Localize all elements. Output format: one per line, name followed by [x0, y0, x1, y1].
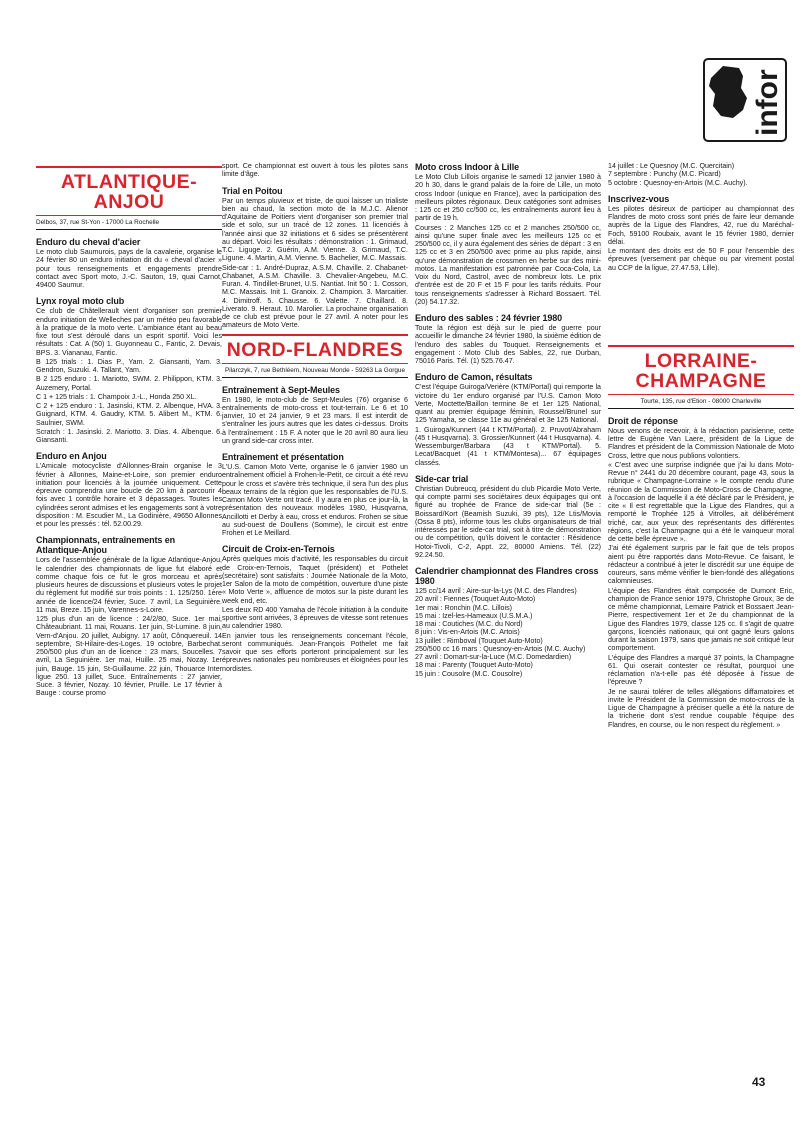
article-body: Après quelques mois d'activité, les responsables du circuit de Croix-en-Ternois, Taquet (président) et Pothelet (secrétaire) sont satisfaits : Journée Nationale de la Moto, 1er Salon de la moto de compétition, ouverture d'une piste « Moto Verte », affluence de motos sur la piste durant les week end, etc. — [222, 555, 408, 605]
article-title: Calendrier championnat des Flandres cross 1980 — [415, 566, 599, 586]
article-title: Circuit de Croix-en-Ternois — [222, 544, 335, 555]
article-body: Les deux RD 400 Yamaha de l'école initiation à la conduite sportive sont arrivées, 3 épreuves de vitesse sont retenues au calendrier 1980. — [222, 605, 408, 631]
article-body: L'équipe des Flandres a marqué 37 points, la Champagne 61. Qui oserait contester ce résultat, pourquoi une réclamation n'a-t-elle pas été déposée à l'issue de l'épreuve ? — [608, 653, 794, 687]
article-title: Side-car trial — [415, 473, 469, 484]
article-body: Toute la région est déjà sur le pied de guerre pour accueillir le dimanche 24 février 1980, la sixième édition de l'enduro des sables du Touquet. Renseignements et engagement : Moto Club des Sables, 22, rue Durban, 75016 Paris. Tél. (1) 525.76.47. — [415, 324, 601, 365]
article-title: Moto cross Indoor à Lille — [415, 162, 520, 172]
article-body: « C'est avec une surprise indignée que j'ai lu dans Moto-Revue n° 2441 du 20 décembre courant, page 43, sous la rubrique « Champagne-Lorraine » le compte rendu d'une réunion de la Commission de Moto-Cross de Champagne, à l'occasion de laquelle il a été déclaré par le Président, je cite « Il est regrettable que la Ligue des Flandres, qui a remporté le Trophée 125 à Vitrolles, ait délibérément triché, car, aux yeux des représentants des différentes régions, c'est la Champagne qui a été le vainqueur moral de cette belle épreuve ». — [608, 460, 794, 543]
region-address: Delbos, 37, rue St-Yon - 17000 La Rochelle — [36, 219, 222, 230]
region-header-lorraine — [608, 345, 794, 395]
article-body: Je ne saurai tolérer de telles allégations diffamatoires et invite le Président de la Commission de moto-cross de la Ligue de Champagne à préciser quelle a été la nature de la tricherie dont s'est rendue coupable l'équipe des Flandres, en course, ou le non respect du règlement. » — [608, 687, 794, 729]
region-address: Pilarczyk, 7, rue Bethléem, Nouveau Monde - 59263 La Gorgue — [222, 367, 408, 378]
region-name: LORRAINE-CHAMPAGNE — [635, 349, 767, 392]
region-name: NORD-FLANDRES — [226, 338, 404, 361]
article-title: Lynx royal moto club — [36, 296, 125, 307]
article-body: Le montant des droits est de 50 F pour l'ensemble des épreuves (versement par chèque ou par virement postal au CCP de la ligue, 27.47.53, Lille). — [608, 247, 794, 272]
article-body: sport. Ce championnat est ouvert à tous les pilotes sans limite d'âge. — [222, 162, 408, 179]
article-body: Scratch : 1. Jasinski. 2. Mariotto. 3. Dias. 4. Albenque. 6. Giansanti. — [36, 427, 222, 444]
article-title: Championnats, entraînements en Atlantique-Anjou — [36, 535, 176, 556]
logo-text: infor — [751, 69, 784, 136]
article-body: B 2 125 enduro : 1. Mariotto, SWM. 2. Philippon, KTM. 3. Auzemery, Portal. — [36, 375, 222, 392]
column-4 — [608, 162, 794, 1082]
article-body: Courses : 2 Manches 125 cc et 2 manches 250/500 cc, ainsi qu'une super finale avec les meilleurs 125 cc et 250/500 cc, il y aura également des séries de départ : 3 en 125 cc et 3 en 250/500 avec prime au plus rapide, ainsi qu'une démonstration de crossmen en herbe sur des mini-motos. La manifestation est patronnée par Coca-Cola, La Voix du Nord, Castrol, avec de nombreux lots. Le prix d'entrée est de 20 F et 15 F pour les tarifs réduits. Pour tous renseignements s'adresser à Richard Bossaert. Tél. (20) 54.17.32. — [415, 223, 601, 306]
article-body: Side-car : 1. André-Dupraz, A.S.M. Chaville. 2. Chabanet-Chabanet, A.S.M. Chaville. 3. Chevalier-Angebeu, M.C. Furan. 4. Tindillet-Brunet, U.S. Nantiat. Init 50 : 1. Cosson, M.C. Massais. Init 1. Granoix. 2. Champion. 3. Marcaitier. 4. Dimitroff. 5. Chausse. 6. Valette. 7. Chaillard. 8. Liverato. 9. Heraut. 10. Marolier. La prochaine organisation de ce club est prévue pour le 27 avril. A noter pour les amateurs de Moto Verte. — [222, 263, 408, 330]
article-body: L'équipe des Flandres était composée de Dumont Eric, champion de France senior 1979, Christophe Groux, 3e de ce même championnat, Lemaire Patrick et Bossaert Jean-Pierre, respectivement 1er et 2e du championnat de la Ligue des Flandres 1979, classe 125 cc. Il s'agit de quatre garçons, licenciés nationaux, qui ont gagné leurs galons durant la saison 1979, sans que jamais ne soit critiqué leur comportement. — [608, 586, 794, 653]
article-body: L'U.S. Camon Moto Verte, organise le 6 janvier 1980 un entraînement officiel à Frohen-le-Petit, ce circuit a été revu pour le cross et s'avère très technique, il sera l'un des plus beaux terrains de la région que les responsables de l'U.S. Camon Moto Verte ont tracé. Il y aura en plus ce jour-là, la présentation des nouveaux modèles 1980, Husqvarna, Ancillotti et Derby à eau, cross et enduros. Frohen se situe au sud-ouest de Doullens (Somme), le circuit est entre Frohen et Le Meillard. — [222, 463, 408, 537]
article-body: Ce club de Châtellerault vient d'organiser son premier enduro initiation de Welleches par un météo peu favorable à la pratique de la moto verte. L'ambiance étant au beau fixe tout s'est déroulé dans un esprit sportif. Voici les résultats : Cat. A (50) 1. Guyonneau C., Fantic, 2. Devais, BPS. 3. Viananau, Fantic. — [36, 307, 222, 357]
column-3 — [415, 162, 601, 1082]
region-header-atlantique — [36, 166, 222, 216]
region-address: Tourte, 135, rue d'Etion - 08000 Charleville — [608, 398, 794, 409]
article-title: Entraînement et présentation — [222, 452, 344, 462]
article-title: Droit de réponse — [608, 415, 678, 426]
article-body: En 1980, le moto-club de Sept-Meules (76) organise 6 entraînements de moto-cross et tout-terrain. Le 6 et 10 janvier, 10 et 24 janvier, 9 et 23 mars. Il est interdit de s'entraîner les jours autres que les dates ci-dessus. Droits à l'entraînement : 15 F. A noter que le 20 avril 80 aura lieu un grand side-car cross inter. — [222, 395, 408, 445]
page-number: 43 — [752, 1075, 766, 1089]
article-title: Enduro du cheval d'acier — [36, 237, 141, 247]
article-body: 14 juillet : Le Quesnoy (M.C. Quercitain) 7 septembre : Punchy (M.C. Picard) 5 octobre : Quesnoy-en-Artois (M.C. Auchy). — [608, 162, 748, 187]
article-title: Enduro en Anjou — [36, 451, 107, 462]
article-body: C 1 + 125 trials : 1. Champoix J.-L., Honda 250 XL. — [36, 392, 197, 401]
article-body: Le moto club Saumurois, pays de la cavalerie, organise le 24 février 80 un enduro initiation dit du « cheval d'acier » pour tous renseignements et engagements prendre contact avec Sport moto, J.-C. Sauton, 19, quai Carnot, 49400 Saumur. — [36, 248, 222, 289]
article-body: Par un temps pluvieux et triste, de quoi laisser un trialiste bien au chaud, la section moto de la M.J.C. Alienor d'Aquitaine de Poitiers vient d'organiser son premier trial side et solo, sur un tracé de 12 zones. 11 licenciés à l'année ainsi que 32 initiations et 6 sides se présentèrent au départ. Voici les résultats : démonstration : 1. Grimaud, T.C. Liguge. 2. Guérin, A.M. Vienne. 3. Grimaud, T.C. Ligune. 4. Martin, A.M. Vienne. 5. Bachelier, M.C. Massais. — [222, 196, 408, 263]
article-body: En janvier tous les renseignements concernant l'école, seront communiqués. Jean-François Pothelet me fait savoir que ses efforts porteront principalement sur les épreuves nationales peu nombreuses et éloignées pour les nordistes. — [222, 631, 408, 673]
article-body: Lors de l'assemblée générale de la ligue Atlantique-Anjou, le calendrier des championnats de ligue fut élaboré et comme chaque fois ce fut le gros morceau et après plusieurs heures de discussions et plusieurs votes le projet du règlement fut modifié sur trois points : 1. 125/250. 1ère année de licence/24 février, Suce. 7 avril, La Seguinière. 11 mai, Breze. 15 juin, Varennes-s-Loire. — [36, 556, 222, 614]
article-body: C 2 + 125 enduro : 1. Jasinski, KTM. 2. Albenque, HVA. 3. Guignard, KTM. 4. Gaudry, KTM. 5. Alibert M., KTM. 6. Saulnier, SWM. — [36, 402, 222, 427]
article-body: 1. Guiroga/Kunnert (44 t KTM/Portal). 2. Pruvot/Abraham (45 t Husqvarna). 3. Grossier/Kunnert (44 t Husqvarna). 4. Wessemburger/Barbara (43 t KTM/Portal). 5. Lecat/Bacquet (41 t KTM/Montesa)... 67 équipages classés. — [415, 425, 601, 467]
article-title: Trial en Poitou — [222, 185, 283, 196]
region-header-nord — [222, 334, 408, 364]
article-body: C'est l'équipe Guiroga/Verière (KTM/Portal) qui remporte la victoire du 1er enduro organisé par l'U.S. Camon Moto Verte, Moctette/Baillon termine 8e et 1er 125 National, quant au premier équipage féminin, Roussel/Brunel sur 125 Yamaha, se classe 11e au général et 3e 125 National. — [415, 383, 601, 425]
article-title: Enduro des sables : 24 février 1980 — [415, 313, 563, 323]
infor-logo — [703, 58, 787, 142]
spacer — [608, 273, 794, 341]
column-2 — [222, 162, 408, 1082]
article-body: Nous venons de recevoir, à la rédaction parisienne, cette lettre de Eugène Van Laere, président de la Ligue de Flandres et président de la Commission Nationale de Moto Cross, lettre que nous publions volontiers. — [608, 426, 794, 460]
article-body: J'ai été également surpris par le fait que de tels propos aient pu être rapportés dans Moto-Revue. Ce faisant, le rédacteur a contribué à jeter le discrédit sur une équipe de coureurs, sans même vérifier le bien-fondé des allégations calomnieuses. — [608, 544, 794, 586]
article-body: 125 cc/14 avril : Aire-sur-la-Lys (M.C. des Flandres) 20 avril : Fiennes (Touquet Auto-Moto) 1er mai : Ronchin (M.C. Lillois) 15 mai : Izel-les-Hameaux (U.S.M.A.) 18 mai : Coutiches (M.C. du Nord) 8 juin : Vis-en-Artois (M.C. Artois) 13 juillet : Rimboval (Touquet Auto-Moto) 250/500 cc 16 mars : Quesnoy-en-Artois (M.C. Auchy) 27 avril : Domart-sur-la-Luce (M.C. Domedardien) 18 mai : Parenty (Touquet Auto-Moto) 15 juin : Cousolre (M.C. Cousolre) — [415, 587, 586, 678]
article-body: Le Moto Club Lillois organise le samedi 12 janvier 1980 à 20 h 30, dans le grand palais de la foire de Lille, un moto cross Indoor (unique en France), avec la participation des meilleurs pilotes régionaux. Deux catégories sont admises : 125 cc et 250 cc/500 cc, les entraînements auront lieu à partir de 19 h. — [415, 173, 601, 223]
article-body: Les pilotes désireux de participer au championnat des Flandres de moto cross sont priés de faire leur demande auprès de la Ligue des Flandres, 42, rue du Maréchal-Foch, 59100 Roubaix, avant le 15 février 1980, dernier délai. — [608, 204, 794, 246]
article-body: L'Amicale motocycliste d'Allonnes-Brain organise le 3 février à Allonnes, Maine-et-Loire, son premier enduro initiation pour licenciés à la journée uniquement. Cette épreuve comprendra une boucle de 20 km à parcourir 4 fois avec 1 contrôle horaire et 3 dépassages. Toutes les cylindrées seront admises et les engagements sont à votre disposition : M. Escudier M., La Godinière, 49650 Allonnes et pour les pressés : tél. 52.00.29. — [36, 462, 222, 528]
article-body: B 125 trials : 1. Dias P., Yam. 2. Giansanti, Yam. 3. Gendron, Suzuki. 4. Tallant, Yam. — [36, 357, 222, 374]
region-name: ATLANTIQUE-ANJOU — [60, 171, 198, 213]
article-title: Inscrivez-vous — [608, 193, 670, 204]
article-body: 125 plus d'un an de licence : 24/2/80, Suce. 1er mai, Châteaubriant. 11 mai, Rouans. 1er juin, St-Lumine. 8 juin, Vern-d'Anjou. 20 juillet, Aubigny. 17 août, Cônquereuil. 14 septembre, St-Hilaire-des-Loges. 19 octobre, Barbechat. 250/500 plus d'un an de licence : 23 mars, Soucelles. 7 avril, La Seguinière. 1er mai, Huille. 25 mai, Nozay. 1er juin, Bauge. 15 juin, St-Guillaume. 22 juin, Thouarce Inter ligue 250. 13 juillet, Suce. Entraînements : 27 janvier, Suce. 3 février, Nozay. 10 février, Pruille. Le 17 février à Bauge : course promo — [36, 615, 222, 698]
article-title: Enduro de Camon, résultats — [415, 372, 533, 383]
article-body: Christian Dubreucq, président du club Picardie Moto Verte, qui compte parmi ses sociétaires deux équipages qui ont figuré au trophée de France de side-car trial (5e : Boissard/Kort (Beamish Suzuki, 39 pts), 12e Ltis/Movia (Ossa 8 pts), informe tous les clubs organisateurs de trial intéressés par le side-car trial, soit à titre de démonstration ou de compétition, qu'ils doivent le contacter : Résidence Hotoi-Tivoli, C-2, Appt. 22, 80000 Amiens. Tél. (22) 92.24.50. — [415, 484, 601, 559]
column-1 — [36, 162, 222, 1082]
article-title: Entraînement à Sept-Meules — [222, 384, 340, 395]
